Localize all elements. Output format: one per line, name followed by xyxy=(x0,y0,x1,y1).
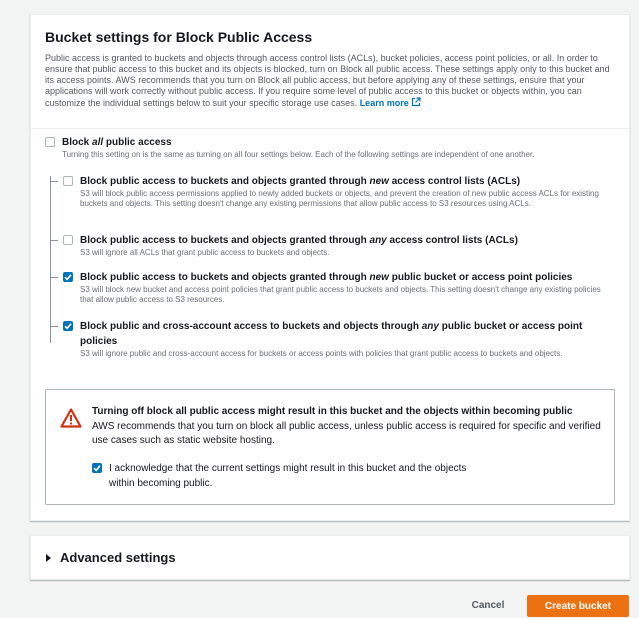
acknowledge-option xyxy=(92,461,479,491)
block-public-access-panel xyxy=(30,14,630,521)
learn-more-label: Learn more xyxy=(359,98,409,108)
tree-branch xyxy=(50,326,58,327)
option-any-acls-label: Block public access to buckets and objects granted through any access control lists (ACLs) xyxy=(80,235,518,246)
tree-branch xyxy=(50,277,58,278)
tree-connector xyxy=(50,176,51,343)
advanced-settings-expander[interactable] xyxy=(30,535,630,580)
panel-title: Bucket settings for Block Public Access xyxy=(45,29,313,45)
option-new-acls-description: S3 will block public access permissions applied to newly added buckets or objects, and prevent the creation of new public access ACLs for existing buckets and objects. This setting doesn't change any existing permissions that allow public access to S3 resources using ACLs. xyxy=(80,189,599,208)
option-new-policies-content xyxy=(80,270,615,305)
warning-triangle-icon xyxy=(60,408,82,433)
tree-branch xyxy=(50,181,58,182)
option-new-policies-checkbox[interactable] xyxy=(63,272,73,282)
option-any-acls xyxy=(63,233,615,258)
option-any-policies xyxy=(63,319,615,359)
external-link-icon xyxy=(411,97,421,110)
warning-title: Turning off block all public access might result in this bucket and the objects within becoming public xyxy=(92,406,573,417)
option-any-acls-description: S3 will ignore all ACLs that grant public access to buckets and objects. xyxy=(80,248,330,257)
learn-more-link[interactable] xyxy=(360,98,421,108)
option-new-policies-description: S3 will block new bucket and access point policies that grant public access to buckets and objects. This setting doesn't change any existing policies that allow public access to S3 resources. xyxy=(80,285,601,304)
advanced-settings-title: Advanced settings xyxy=(60,550,176,565)
create-bucket-button[interactable]: Create bucket xyxy=(527,595,629,617)
option-any-acls-checkbox[interactable] xyxy=(63,235,73,245)
panel-description xyxy=(45,53,615,110)
option-any-policies-description: S3 will ignore public and cross-account access for buckets or access points with policies that grant public access to buckets and objects. xyxy=(80,349,563,358)
option-new-policies xyxy=(63,270,615,305)
option-any-policies-checkbox[interactable] xyxy=(63,321,73,331)
warning-alert xyxy=(45,389,615,505)
checkmark-icon xyxy=(64,322,72,330)
cancel-button[interactable]: Cancel xyxy=(458,595,518,615)
option-new-acls-label: Block public access to buckets and objects granted through new access control lists (ACLs) xyxy=(80,176,521,187)
panel-description-text: Public access is granted to buckets and objects through access control lists (ACLs), bucket policies, access point policies, or all. In order to ensure that public access to this bucket and its objects is blocked, turn on Block all public access. These settings apply only to this bucket and its access points. AWS recommends that you turn on Block all public access, but before applying any of these settings, ensure that your applications will work correctly without public access. If you require some level of public access to this bucket or objects within, you can customize the individual settings below to suit your specific storage use cases. xyxy=(45,53,610,108)
block-all-checkbox[interactable] xyxy=(45,137,55,147)
warning-body: AWS recommends that you turn on block all public access, unless public access is required for specific and verified use cases such as static website hosting. xyxy=(92,421,601,446)
option-any-acls-content xyxy=(80,233,518,258)
panel-header xyxy=(31,15,629,129)
option-any-policies-label: Block public and cross-account access to buckets and objects through any public bucket or access point policies xyxy=(80,321,583,347)
option-new-acls-content xyxy=(80,174,615,209)
block-all-content xyxy=(62,135,534,160)
block-all-label: Block all public access xyxy=(62,137,172,148)
caret-right-icon xyxy=(46,554,51,562)
tree-branch xyxy=(50,240,58,241)
option-new-acls-checkbox[interactable] xyxy=(63,176,73,186)
checkmark-icon xyxy=(64,273,72,281)
checkmark-icon xyxy=(93,464,101,472)
option-any-policies-content xyxy=(80,319,615,359)
acknowledge-checkbox[interactable] xyxy=(92,463,102,473)
block-all-option xyxy=(45,135,615,160)
option-new-acls xyxy=(63,174,615,209)
option-new-policies-label: Block public access to buckets and objects granted through new public bucket or access point policies xyxy=(80,272,573,283)
acknowledge-label: I acknowledge that the current settings might result in this bucket and the objects within becoming public. xyxy=(109,463,467,489)
block-all-description: Turning this setting on is the same as turning on all four settings below. Each of the following settings are independent of one another. xyxy=(62,150,535,159)
